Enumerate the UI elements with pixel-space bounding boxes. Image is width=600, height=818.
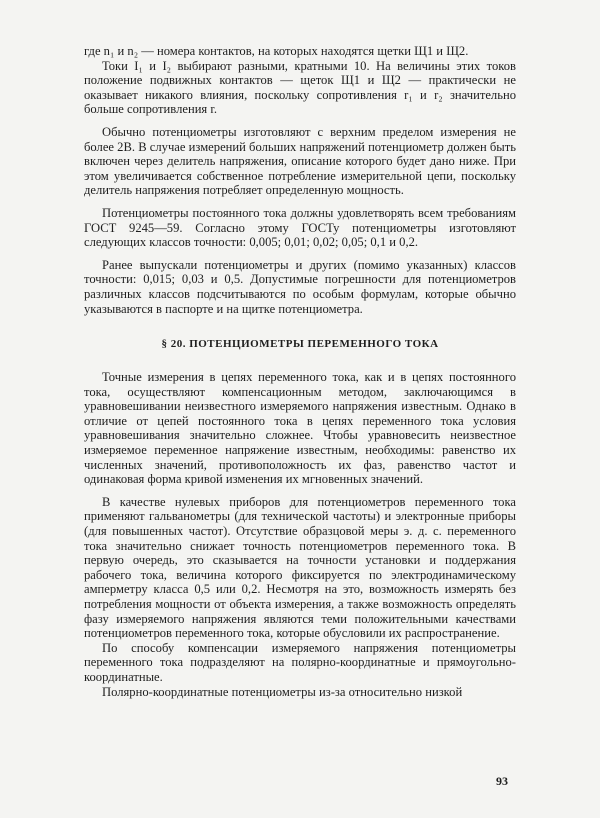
paragraph: Обычно потенциометры изготовляют с верхним пределом измерения не более 2В. В случае измерений больших напряжений потенциометр должен быть включен через делитель напряжения, описание которого будет дано ниже. При этом увеличивается собственное потребление измерительной цепи, поскольку делитель напряжения потребляет определенную мощность. — [84, 124, 516, 198]
paragraph: Точные измерения в цепях переменного тока, как и в цепях постоянного тока, осуществляют компенсационным методом, заключающимся в уравновешивании неизвестного измеряемого напряжения известным. Однако в отличие от цепей постоянного тока в цепях переменного тока условия уравновешивания значительно сложнее. Чтобы уравновесить неизвестное измеряемое переменное напряжение известным, необходимы: равенство их численных значений, противоположность их фаз, равенство частот и одинаковая форма кривой изменения их мгновенных значений. — [84, 370, 516, 487]
paragraph: Ранее выпускали потенциометры и других (помимо указанных) классов точности: 0,015; 0,03 и 0,5. Допустимые погрешности для потенциометров различных классов подсчитываются по особым формулам, которые обычно указываются в паспорте и на щитке потенциометра. — [84, 257, 516, 316]
text-column — [84, 44, 516, 699]
paragraph-gap — [84, 117, 516, 125]
paragraph-gap — [84, 250, 516, 258]
paragraph-gap — [84, 198, 516, 206]
paragraph-continuation: где n₁ и n₂ — номера контактов, на которых находятся щетки Щ1 и Щ2. — [84, 44, 469, 58]
paragraph: В качестве нулевых приборов для потенциометров переменного тока применяют гальванометры (для технической частоты) и электронные приборы (для повышенных частот). Отсутствие образцовой меры э. д. с. переменного тока значительно снижает точность потенциометров переменного тока. В первую очередь, это сказывается на точности установки и поддержания рабочего тока, величина которого фиксируется по электродинамическому амперметру класса 0,5 или 0,2. Несмотря на это, возможность измерять без потребления мощности от объекта измерения, а также возможность определять фазу измеряемого напряжения являются теми положительными качествами потенциометров переменного тока, которые обусловили их распространение. — [84, 494, 516, 641]
paragraph-gap — [84, 487, 516, 495]
page-number: 93 — [496, 774, 508, 788]
paragraph: Потенциометры постоянного тока должны удовлетворять всем требованиям ГОСТ 9245—59. Согласно этому ГОСТу потенциометры изготовляют следующих классов точности: 0,005; 0,01; 0,02; 0,05; 0,1 и 0,2. — [84, 205, 516, 250]
section-heading: § 20. ПОТЕНЦИОМЕТРЫ ПЕРЕМЕННОГО ТОКА — [161, 338, 439, 351]
paragraph: По способу компенсации измеряемого напряжения потенциометры переменного тока подразделяют на полярно-координатные и прямоугольно-координатные. — [84, 640, 516, 684]
paragraph: Токи I₁ и I₂ выбирают разными, кратными 10. На величины этих токов положение подвижных контактов — щеток Щ1 и Щ2 — практически не оказывает никакого влияния, поскольку сопротивления r₁ и r₂ значительно больше сопротивления r. — [84, 58, 516, 117]
paragraph: Полярно-координатные потенциометры из-за относительно низкой — [102, 684, 463, 699]
